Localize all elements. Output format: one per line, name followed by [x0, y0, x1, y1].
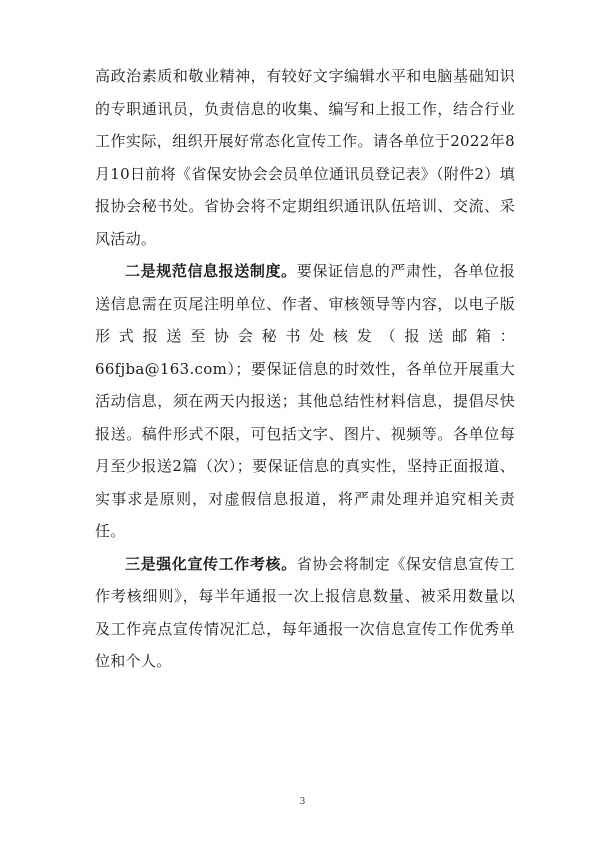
paragraph-1	[95, 60, 515, 255]
document-body	[95, 60, 515, 678]
paragraph-3-text: 省协会将制定《保安信息宣传工作考核细则》，每半年通报一次上报信息数量、被采用数量以及工作亮点宣传情况汇总，每年通报一次信息宣传工作优秀单位和个人。	[95, 554, 515, 670]
paragraph-3	[95, 548, 515, 678]
paragraph-1-text: 高政治素质和敬业精神，有较好文字编辑水平和电脑基础知识的专职通讯员，负责信息的收集、编写和上报工作，结合行业工作实际，组织开展好常态化宣传工作。请各单位于2022年8月10日前将《省保安协会会员单位通讯员登记表》（附件2）填报协会秘书处。省协会将不定期组织通讯队伍培训、交流、采风活动。	[95, 67, 515, 248]
paragraph-2	[95, 255, 515, 548]
paragraph-2-heading: 二是规范信息报送制度。	[125, 262, 297, 280]
paragraph-3-heading: 三是强化宣传工作考核。	[125, 554, 297, 573]
paragraph-2-text: 要保证信息的严肃性，各单位报送信息需在页尾注明单位、作者、审核领导等内容，以电子版形式报送至协会秘书处核发（报送邮箱：66fjba@163.com）；要保证信息的时效性，各单位开展重大活动信息，须在两天内报送；其他总结性材料信息，提倡尽快报送。稿件形式不限，可包括文字、图片、视频等。各单位每月至少报送2篇（次）；要保证信息的真实性，坚持正面报道、实事求是原则，对虚假信息报道，将严肃处理并追究相关责任。	[95, 262, 515, 540]
page-number: 3	[299, 797, 306, 807]
